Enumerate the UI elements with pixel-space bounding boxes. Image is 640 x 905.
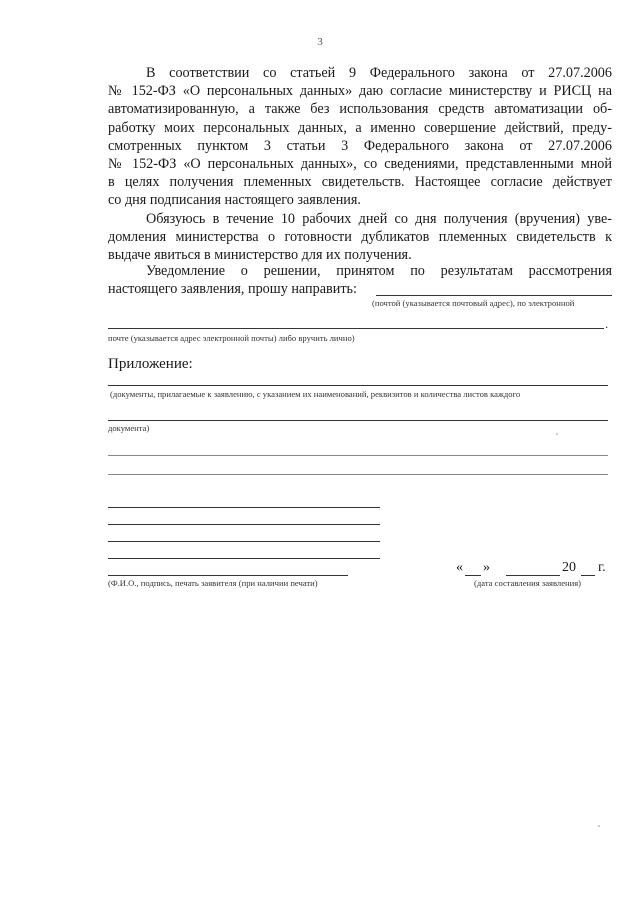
signature-field[interactable] <box>108 558 380 559</box>
text-line: № 152-ФЗ «О персональных данных» даю согласие министерству и РИСЦ на <box>108 83 612 100</box>
signature-field[interactable] <box>108 524 380 525</box>
attachment-heading: Приложение: <box>108 356 193 372</box>
delivery-method-field-continued[interactable] <box>108 328 604 329</box>
signature-hint: (Ф.И.О., подпись, печать заявителя (при наличии печати) <box>108 578 318 588</box>
email-hint: почте (указывается адрес электронной почты) либо вручить лично) <box>108 333 355 343</box>
delivery-method-field[interactable] <box>376 295 612 296</box>
text-line: работку моих персональных данных, а именно совершение действий, преду- <box>108 119 612 136</box>
attachment-field[interactable] <box>108 385 608 386</box>
text-line: домления министерства о готовности дубликатов племенных свидетельств к <box>108 229 612 246</box>
attachment-field[interactable] <box>108 455 608 456</box>
scan-speck <box>598 825 600 827</box>
date-close-quote: » <box>483 560 490 575</box>
text-line: В соответствии со статьей 9 Федерального закона от 27.07.2006 <box>146 65 612 81</box>
text-line: в целях получения племенных свидетельств. Настоящее согласие действует <box>108 174 612 191</box>
date-year-prefix: 20 <box>562 560 576 575</box>
text-line: Обязуюсь в течение 10 рабочих дней со дня получения (вручения) уве- <box>146 211 612 227</box>
scan-speck <box>556 433 558 435</box>
text-line: № 152-ФЗ «О персональных данных», со сведениями, представленными мной <box>108 156 612 173</box>
date-year-suffix: г. <box>598 560 606 575</box>
notification-paragraph <box>108 262 612 298</box>
date-open-quote: « <box>456 560 463 575</box>
attachment-hint: (документы, прилагаемые к заявлению, с указанием их наименований, реквизитов и количества листов каждого <box>110 389 521 399</box>
attachment-field[interactable] <box>108 420 608 421</box>
date-year-field[interactable] <box>581 575 595 576</box>
signature-field[interactable] <box>108 575 348 576</box>
attachment-field[interactable] <box>108 474 608 475</box>
date-day-field[interactable] <box>465 575 481 576</box>
page-number: 3 <box>317 36 323 48</box>
obligation-paragraph <box>108 210 612 265</box>
postal-hint: (почтой (указывается почтовый адрес), по электронной <box>372 298 575 308</box>
text-line: Уведомление о решении, принятом по результатам рассмотрения <box>146 263 612 279</box>
signature-field[interactable] <box>108 507 380 508</box>
text-line: смотренных пунктом 3 статьи 3 Федерального закона от 27.07.2006 <box>108 137 612 154</box>
text-line: настоящего заявления, прошу направить: <box>108 281 357 298</box>
text-line: автоматизированную, а также без использования средств автоматизации об- <box>108 101 612 118</box>
attachment-hint-continued: документа) <box>108 423 150 433</box>
signature-field[interactable] <box>108 541 380 542</box>
date-month-field[interactable] <box>506 575 560 576</box>
text-line: со дня подписания настоящего заявления. <box>108 192 361 209</box>
consent-paragraph <box>108 64 612 210</box>
end-period: . <box>605 316 609 331</box>
text-line: выдаче явиться в министерство для их получения. <box>108 247 412 264</box>
date-hint: (дата составления заявления) <box>474 578 582 588</box>
